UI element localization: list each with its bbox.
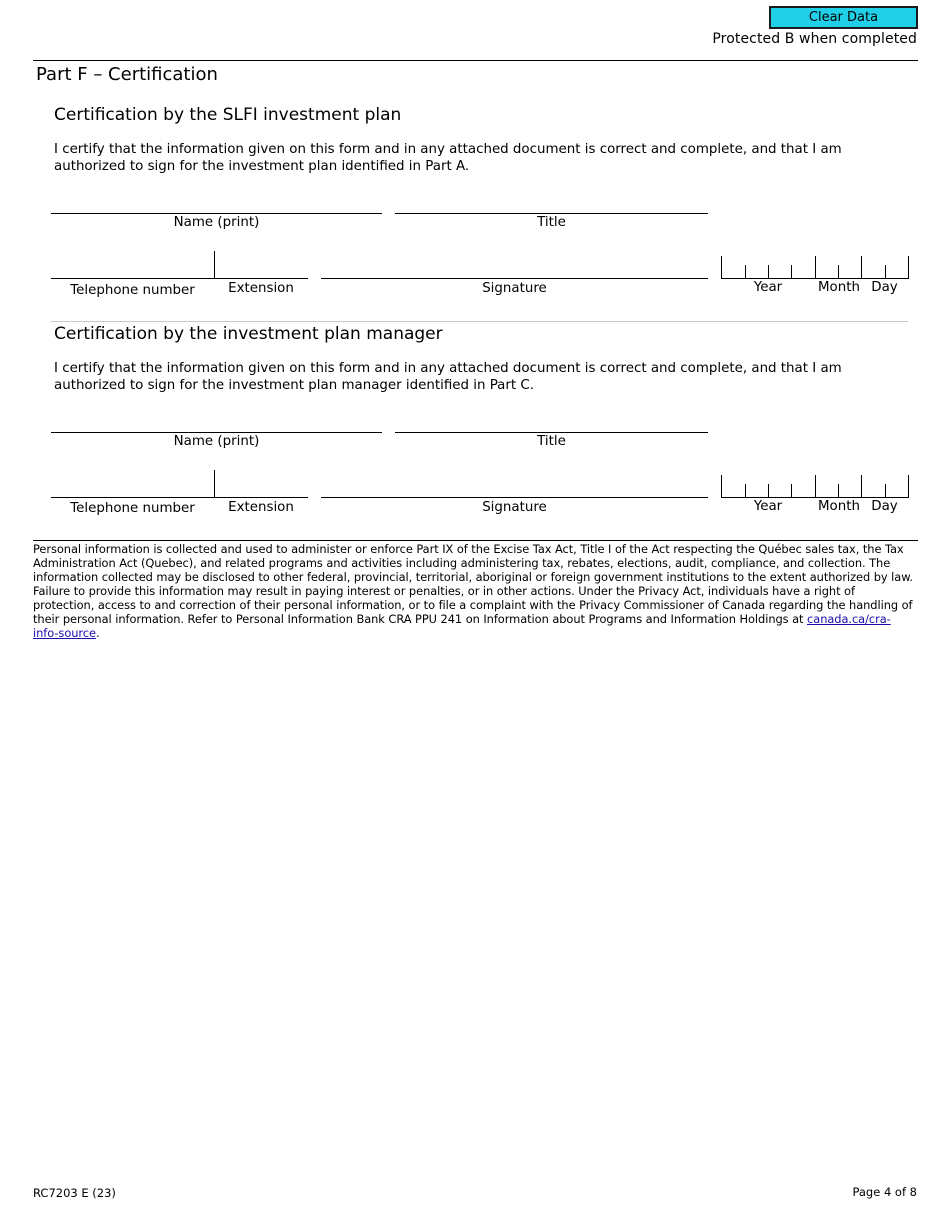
privacy-notice — [33, 542, 913, 640]
manager-date-tick — [838, 484, 839, 498]
manager-signature-input[interactable] — [321, 475, 712, 499]
section-divider — [51, 321, 908, 322]
form-identifier: RC7203 E (23) — [33, 1186, 116, 1200]
slfi-signature-line — [321, 278, 708, 279]
slfi-telephone-input[interactable] — [51, 256, 217, 280]
manager-date-tick — [768, 484, 769, 498]
slfi-extension-line — [214, 278, 308, 279]
manager-title-input[interactable] — [395, 409, 712, 433]
protected-b-label: Protected B when completed — [712, 31, 917, 47]
slfi-title-line — [395, 213, 708, 214]
slfi-extension-label: Extension — [228, 281, 294, 296]
info-source-link[interactable]: canada.ca/cra-info-source — [33, 612, 891, 640]
slfi-date-tick — [861, 256, 862, 279]
privacy-trailing: . — [95, 626, 100, 640]
slfi-day-label: Day — [871, 280, 898, 295]
slfi-date-tick — [721, 256, 722, 279]
manager-date-tick — [885, 484, 886, 498]
slfi-telephone-label: Telephone number — [70, 283, 195, 298]
manager-signature-line — [321, 497, 708, 498]
slfi-signature-input[interactable] — [321, 256, 712, 280]
manager-date-tick — [908, 475, 909, 498]
slfi-date-tick — [908, 256, 909, 279]
slfi-date-tick — [815, 256, 816, 279]
manager-date-tick — [861, 475, 862, 498]
manager-telephone-label: Telephone number — [70, 501, 195, 516]
slfi-month-label: Month — [818, 280, 860, 295]
manager-day-label: Day — [871, 499, 898, 514]
slfi-date-tick — [838, 265, 839, 279]
manager-date-tick — [791, 484, 792, 498]
slfi-date-tick — [745, 265, 746, 279]
part-title: Part F – Certification — [36, 64, 218, 85]
slfi-telephone-line — [51, 278, 214, 279]
slfi-date-tick — [791, 265, 792, 279]
manager-date-tick — [721, 475, 722, 498]
manager-name-label: Name (print) — [173, 434, 260, 449]
manager-date-tick — [745, 484, 746, 498]
page-number: Page 4 of 8 — [852, 1185, 917, 1199]
section-title-manager: Certification by the investment plan manager — [54, 324, 443, 344]
manager-telephone-divider — [214, 470, 215, 498]
manager-date-tick — [815, 475, 816, 498]
privacy-divider — [33, 540, 918, 541]
slfi-date-tick — [768, 265, 769, 279]
privacy-text: Personal information is collected and used to administer or enforce Part IX of the Excise Tax Act, Title I of the Act respecting the Québec sales tax, the Tax Administration Act (Quebec), and related programs and activities including administering tax, rebates, elections, audit, compliance, and collection. The information collected may be disclosed to other federal, provincial, territorial, aboriginal or foreign government institutions to the extent authorized by law. Failure to provide this information may result in paying interest or penalties, or in other actions. Under the Privacy Act, individuals have a right of protection, access to and correction of their personal information, or to file a complaint with the Privacy Commissioner of Canada regarding the handling of their personal information. Refer to Personal Information Bank CRA PPU 241 on Information about Programs and Information Holdings at — [33, 542, 913, 626]
manager-signature-label: Signature — [482, 500, 547, 515]
slfi-name-input[interactable] — [51, 190, 386, 214]
slfi-name-label: Name (print) — [173, 215, 260, 230]
slfi-title-input[interactable] — [395, 190, 712, 214]
manager-title-line — [395, 432, 708, 433]
manager-extension-input[interactable] — [216, 475, 311, 499]
header-divider — [33, 60, 918, 61]
slfi-title-label: Title — [537, 215, 566, 230]
certification-statement-slfi: I certify that the information given on this form and in any attached document is correct and complete, and that I am authorized to sign for the investment plan identified in Part A. — [54, 142, 842, 174]
slfi-name-line — [51, 213, 382, 214]
manager-extension-label: Extension — [228, 500, 294, 515]
slfi-telephone-divider — [214, 251, 215, 279]
manager-year-label: Year — [753, 499, 783, 514]
manager-month-label: Month — [818, 499, 860, 514]
clear-data-button[interactable]: Clear Data — [769, 6, 918, 29]
manager-name-input[interactable] — [51, 409, 386, 433]
slfi-date-tick — [885, 265, 886, 279]
section-title-slfi: Certification by the SLFI investment plan — [54, 105, 402, 125]
manager-telephone-line — [51, 497, 214, 498]
slfi-year-label: Year — [753, 280, 783, 295]
manager-name-line — [51, 432, 382, 433]
slfi-signature-label: Signature — [482, 281, 547, 296]
manager-title-label: Title — [537, 434, 566, 449]
slfi-extension-input[interactable] — [216, 256, 311, 280]
manager-telephone-input[interactable] — [51, 475, 217, 499]
manager-extension-line — [214, 497, 308, 498]
certification-statement-manager: I certify that the information given on this form and in any attached document is correct and complete, and that I am authorized to sign for the investment plan manager identified in Part C. — [54, 361, 842, 393]
